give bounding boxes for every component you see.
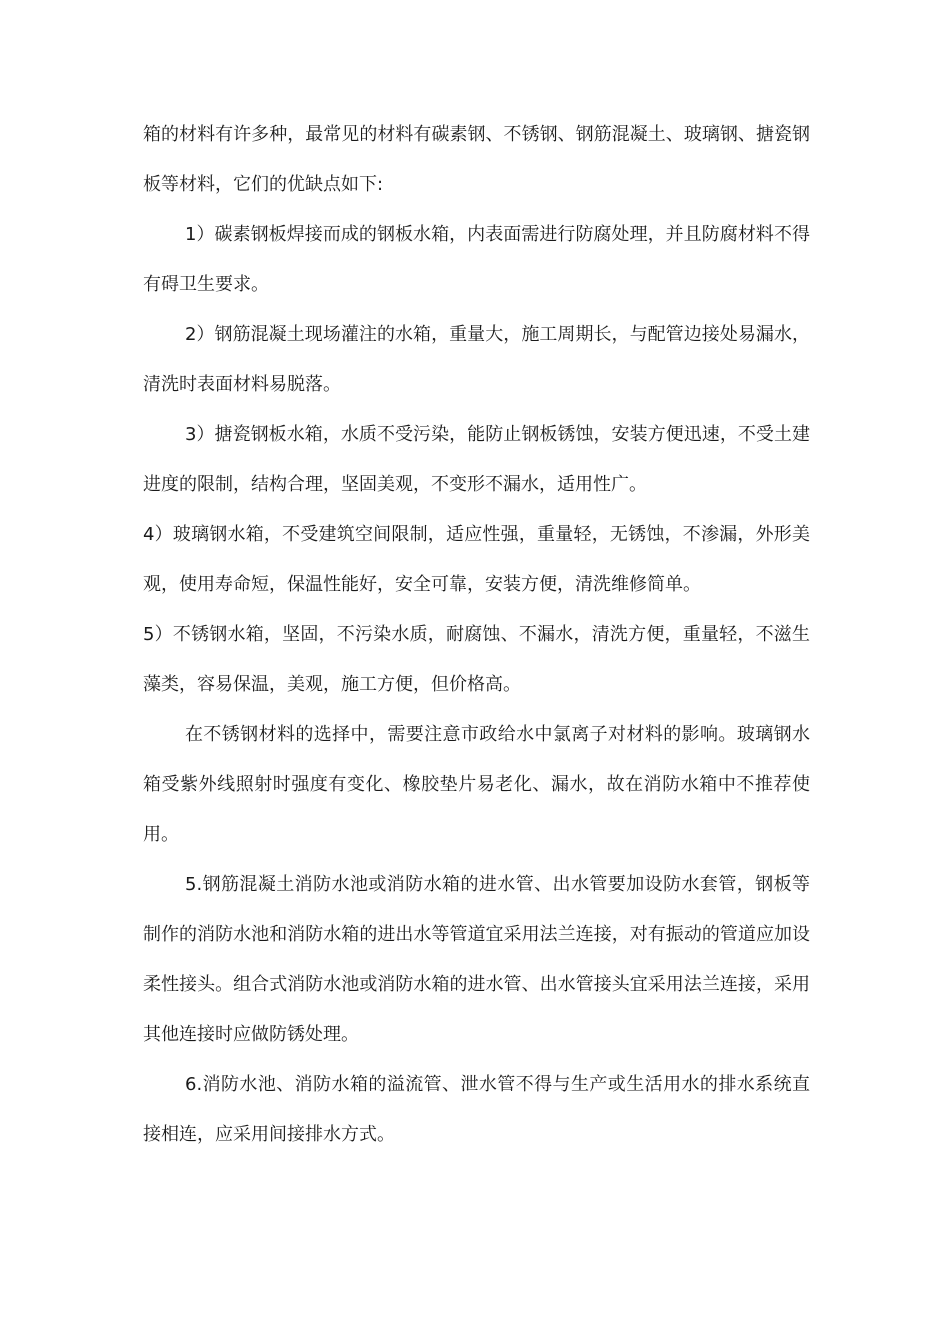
paragraph-stainless-steel: 5）不锈钢水箱，坚固，不污染水质，耐腐蚀、不漏水，清洗方便，重量轻，不滋生藻类，容易保温，美观，施工方便，但价格高。 — [143, 624, 810, 695]
paragraph-carbon-steel: 1）碳素钢板焊接而成的钢板水箱，内表面需进行防腐处理，并且防腐材料不得有碍卫生要求。 — [143, 224, 810, 295]
paragraph-material-selection: 在不锈钢材料的选择中，需要注意市政给水中氯离子对材料的影响。玻璃钢水箱受紫外线照射时强度有变化、橡胶垫片易老化、漏水，故在消防水箱中不推荐使用。 — [143, 724, 810, 845]
paragraph-reinforced-concrete: 2）钢筋混凝土现场灌注的水箱，重量大，施工周期长，与配管边接处易漏水，清洗时表面材料易脱落。 — [143, 324, 810, 395]
paragraph-material-intro: 箱的材料有许多种，最常见的材料有碳素钢、不锈钢、钢筋混凝土、玻璃钢、搪瓷钢板等材料，它们的优缺点如下: — [143, 124, 810, 195]
paragraph-fiberglass: 4）玻璃钢水箱，不受建筑空间限制，适应性强，重量轻，无锈蚀，不渗漏，外形美观，使用寿命短，保温性能好，安全可靠，安装方便，清洗维修简单。 — [143, 524, 810, 595]
paragraph-enamel-steel: 3）搪瓷钢板水箱，水质不受污染，能防止钢板锈蚀，安装方便迅速，不受土建进度的限制，结构合理，坚固美观，不变形不漏水，适用性广。 — [143, 424, 810, 495]
paragraph-pipe-connection: 5.钢筋混凝土消防水池或消防水箱的进水管、出水管要加设防水套管，钢板等制作的消防水池和消防水箱的进出水等管道宜采用法兰连接，对有振动的管道应加设柔性接头。组合式消防水池或消防水箱的进水管、出水管接头宜采用法兰连接，采用其他连接时应做防锈处理。 — [143, 874, 810, 1045]
document-body — [143, 110, 810, 1160]
paragraph-drainage: 6.消防水池、消防水箱的溢流管、泄水管不得与生产或生活用水的排水系统直接相连，应采用间接排水方式。 — [143, 1074, 810, 1145]
